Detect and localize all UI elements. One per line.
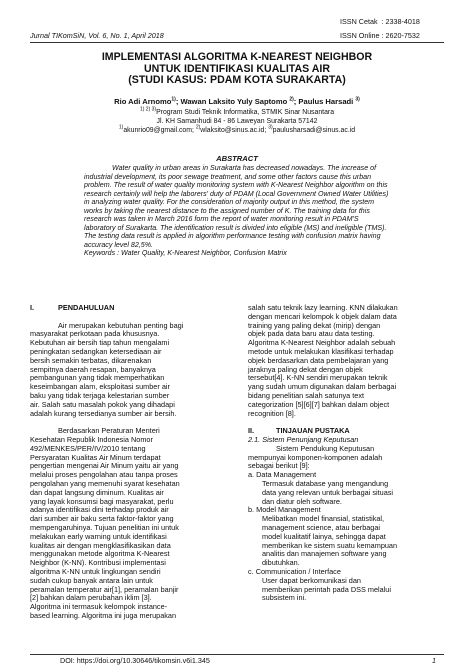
affiliation xyxy=(30,106,444,135)
author-name: Rio Adi Arnomo xyxy=(114,97,172,106)
text-line: Sistem Pendukung Keputusan xyxy=(276,443,375,453)
text-line: adanya identifikasi dini terhadap produk air xyxy=(30,505,169,515)
component-list xyxy=(248,471,444,603)
abstract-line: Water quality in urban areas in Surakarta has decreased nowadays. The increase of xyxy=(112,164,377,172)
text-line: pengolahan yang memenuhi syarat kesehatan xyxy=(30,478,180,488)
affiliation-address: Jl. KH Samanhudi 84 - 86 Laweyan Surakarta 57142 xyxy=(156,117,318,125)
title-line: IMPLEMENTASI ALGORITMA K-NEAREST NEIGHBOR xyxy=(101,51,373,63)
text-line: dari sumber air baku serta faktor-faktor yang xyxy=(30,514,174,524)
text-line: yang layak konsumsi bagi masyarakat, perlu xyxy=(30,496,174,506)
header-rule xyxy=(30,42,444,43)
text-line: masyarakat perkotaan pada khususnya. xyxy=(30,329,160,339)
text-line: 492/MENKES/PER/IV/2010 tentang xyxy=(30,443,146,453)
subsection-heading: 2.1. Sistem Penunjang Keputusan xyxy=(248,434,359,444)
author-marker: 1) xyxy=(171,96,176,103)
list-item-text: model kualitatif lainya, sehingga dapat xyxy=(262,531,386,541)
abstract-line: problem. The result of water quality monitoring system with K-Nearest Neighbor algorithm on this xyxy=(84,181,388,189)
text-line: bidang penelitian salah satunya text xyxy=(248,390,365,400)
list-item-text: data yang relevan untuk berbagai situasi xyxy=(262,487,394,497)
author-emails: $^{1)}$akunrio09@gmail.com; $^{2)}$wlaksito@sinus.ac.id; $^{3)}$paulusharsadi@sinus.ac.id xyxy=(118,124,356,134)
text-line: Persyaratan Kualitas Air Minum terdapat xyxy=(30,452,161,462)
list-item-text: management science, atau berbagai xyxy=(262,522,381,532)
text-line: Kesehatan Republik Indonesia Nomor xyxy=(30,434,153,444)
text-line: Neighbor (K-NN). Kontribusi implementasi xyxy=(30,558,166,568)
text-line: [2] bahkan dalam perubahan iklim [3]. xyxy=(30,593,152,603)
abstract-body xyxy=(84,164,444,258)
text-line: salah satu teknik lazy learning. KNN dilakukan xyxy=(248,303,398,312)
paper-title xyxy=(30,52,444,87)
abstract-line: research was taken in March 2016 form the report of water monitoring result in PDAM'S xyxy=(84,215,359,223)
text-line: Kebutuhan air bersih tiap tahun mengalami xyxy=(30,338,170,348)
list-item-text: memberikan perintah pada DSS melalui xyxy=(262,584,391,594)
text-line: sudah cukup banyak antara lain untuk xyxy=(30,575,153,585)
email-link[interactable]: wlaksito@sinus.ac.id; xyxy=(200,126,269,134)
text-line: dengan mencari kelompok k objek dalam data xyxy=(248,311,397,321)
text-line: Algoritma ini termasuk kelompok instance- xyxy=(30,602,168,612)
abstract-line: industrial development, its poor sewage treatment, and some other factors cause this urban xyxy=(84,172,372,181)
paragraph-2 xyxy=(30,427,230,621)
text-line: peramalan temperatur air[1], peramalan banjir xyxy=(30,584,179,594)
paragraph-1 xyxy=(30,322,230,419)
list-item-label: b. Model Management xyxy=(248,505,321,515)
text-line: Berdasarkan Peraturan Menteri xyxy=(58,426,160,436)
text-line: objek berdasarkan data pembelajaran yang xyxy=(248,355,389,365)
issn-print: ISSN Cetak : 2338-4018 xyxy=(340,17,420,26)
text-line: adalah kurang tersedianya sumber air bersih. xyxy=(30,408,177,418)
section-heading-1: I. PENDAHULUAN xyxy=(30,303,115,312)
text-line: sebagai berikut [9]: xyxy=(248,461,310,471)
author-marker: 2) xyxy=(289,96,294,103)
text-line: based learning. Algoritma ini juga merupakan xyxy=(30,610,177,620)
title-line: (STUDI KASUS: PDAM KOTA SURAKARTA) xyxy=(128,74,346,87)
affiliation-institution: Program Studi Teknik Informatika, STMIK Sinar Nusantara xyxy=(156,109,335,116)
right-column xyxy=(248,304,444,603)
abstract-line: works by taking the nearest distance to the assigned number of K. The training data for this xyxy=(84,206,370,215)
abstract-line: laboratory of Surakarta. The identification result is divided into eligible (MS) and ineligible (TMS). xyxy=(84,223,387,232)
text-line: Air merupakan kebutuhan penting bagi xyxy=(58,320,184,330)
list-item-text: dan diatur oleh software. xyxy=(262,496,342,506)
email-link[interactable]: paulusharsadi@sinus.ac.id xyxy=(272,126,356,134)
list-item-text: User dapat berkomunikasi dan xyxy=(262,575,361,585)
list-item-text: analitis dan manajemen software yang xyxy=(262,549,387,559)
title-line: UNTUK IDENTIFIKASI KUALITAS AIR xyxy=(144,62,330,75)
list-item-label: c. Communication / Interface xyxy=(248,566,341,576)
text-line: kualitas air dengan mengklasifikasikan data xyxy=(30,540,171,550)
email-link[interactable]: akunrio09@gmail.com; xyxy=(123,126,196,134)
text-line: baku yang tidak terjaga kelestarian sumber xyxy=(30,390,170,400)
author-marker: 3) xyxy=(355,96,360,103)
abstract-line: in analyzing water quality. For the consideration of majority output in this method, the system xyxy=(84,198,375,206)
text-line: pengertian mengenai Air Minum yaitu air yang xyxy=(30,461,179,471)
text-line: tersebut[4]. K-NN sendiri merupakan teknik xyxy=(248,373,388,383)
list-item-text: memberikan ke sistem suatu kemampuan xyxy=(262,540,398,550)
text-line: Algoritma K-Nearest Neighbor adalah sebuah xyxy=(248,338,396,348)
author-name: ; Paulus Harsadi xyxy=(293,97,356,106)
text-line: objek pada data baru atau data testing. xyxy=(248,329,375,339)
issn-online: ISSN Online : 2620-7532 xyxy=(340,31,420,40)
page-number: 1 xyxy=(432,656,436,665)
text-line: training yang paling dekat (mirip) dengan xyxy=(248,320,381,330)
list-item-text: dibutuhkan. xyxy=(262,558,300,568)
abstract-heading: ABSTRACT xyxy=(216,154,258,163)
text-line: categorization [5][6][7] bahkan dalam object xyxy=(248,399,390,409)
abstract-keywords: Keywords : Water Quality, K-Nearest Neighbor, Confusion Matrix xyxy=(84,249,287,257)
footer-rule xyxy=(30,654,444,655)
text-line: melalui proses pengolahan atau tanpa proses xyxy=(30,470,178,480)
text-line: bersih semakin terbatas, dikarenakan xyxy=(30,355,152,365)
list-item-text: subsistem ini. xyxy=(262,593,307,603)
paragraph-3 xyxy=(248,304,444,418)
text-line: sempitnya daerah resapan, banyaknya xyxy=(30,364,156,374)
text-line: menggunakan metode algoritma K-Nearest xyxy=(30,549,170,559)
text-line: mempengaruhinya. Tujuan penelitian ini untuk xyxy=(30,522,179,532)
text-line: pembangunan yang tidak memperhatikan xyxy=(30,373,165,383)
text-line: metode untuk melakukan klasifikasi terhadap xyxy=(248,346,394,356)
doi-link[interactable]: DOI: https://doi.org/10.30646/tikomsin.v6i1.345 xyxy=(60,656,210,665)
text-line: air. Salah satu masalah pokok yang dihadapi xyxy=(30,399,175,409)
paragraph-4 xyxy=(248,445,444,471)
text-line: algoritma K-NN untuk lingkungan sendiri xyxy=(30,566,161,576)
text-line: jaraknya paling dekat dengan objek xyxy=(248,364,363,374)
text-line: yang sudah umum digunakan dalam berbagai xyxy=(248,382,397,392)
abstract-line: accuracy level 82,5%. xyxy=(84,240,154,249)
list-item-text: Melibatkan model finansial, statistikal, xyxy=(262,514,385,524)
text-line: peningkatan sedangkan ketersediaan air xyxy=(30,346,162,356)
text-line: mempunyai komponen-komponen adalah xyxy=(248,452,383,462)
text-line: dan dapat langsung diminum. Kualitas air xyxy=(30,487,164,497)
text-line: melakukan early warning untuk identifikasi xyxy=(30,531,167,541)
section-heading-2: II. TINJAUAN PUSTAKA xyxy=(248,426,350,436)
author-name: ; Wawan Laksito Yuly Saptomo xyxy=(175,97,290,106)
author-list xyxy=(30,97,444,107)
text-line: recognition [8]. xyxy=(248,408,296,418)
text-line: keseimbangan alam, eksploitasi sumber air xyxy=(30,382,170,392)
abstract-line: The testing data result is applied in algorithm performance testing with confusion matrix having xyxy=(84,232,381,240)
journal-citation: Jurnal TIKomSiN, Vol. 6, No. 1, April 2018 xyxy=(30,31,164,40)
left-column xyxy=(30,304,230,621)
affiliation-marker: 1) 2) 3) xyxy=(139,106,157,113)
list-item-label: a. Data Management xyxy=(248,470,317,480)
abstract-line: research certainly will help the laborers' duty of PDAM (Local Government Owned Water Utilities) xyxy=(84,189,389,198)
list-item-text: Termasuk database yang mengandung xyxy=(262,478,389,488)
